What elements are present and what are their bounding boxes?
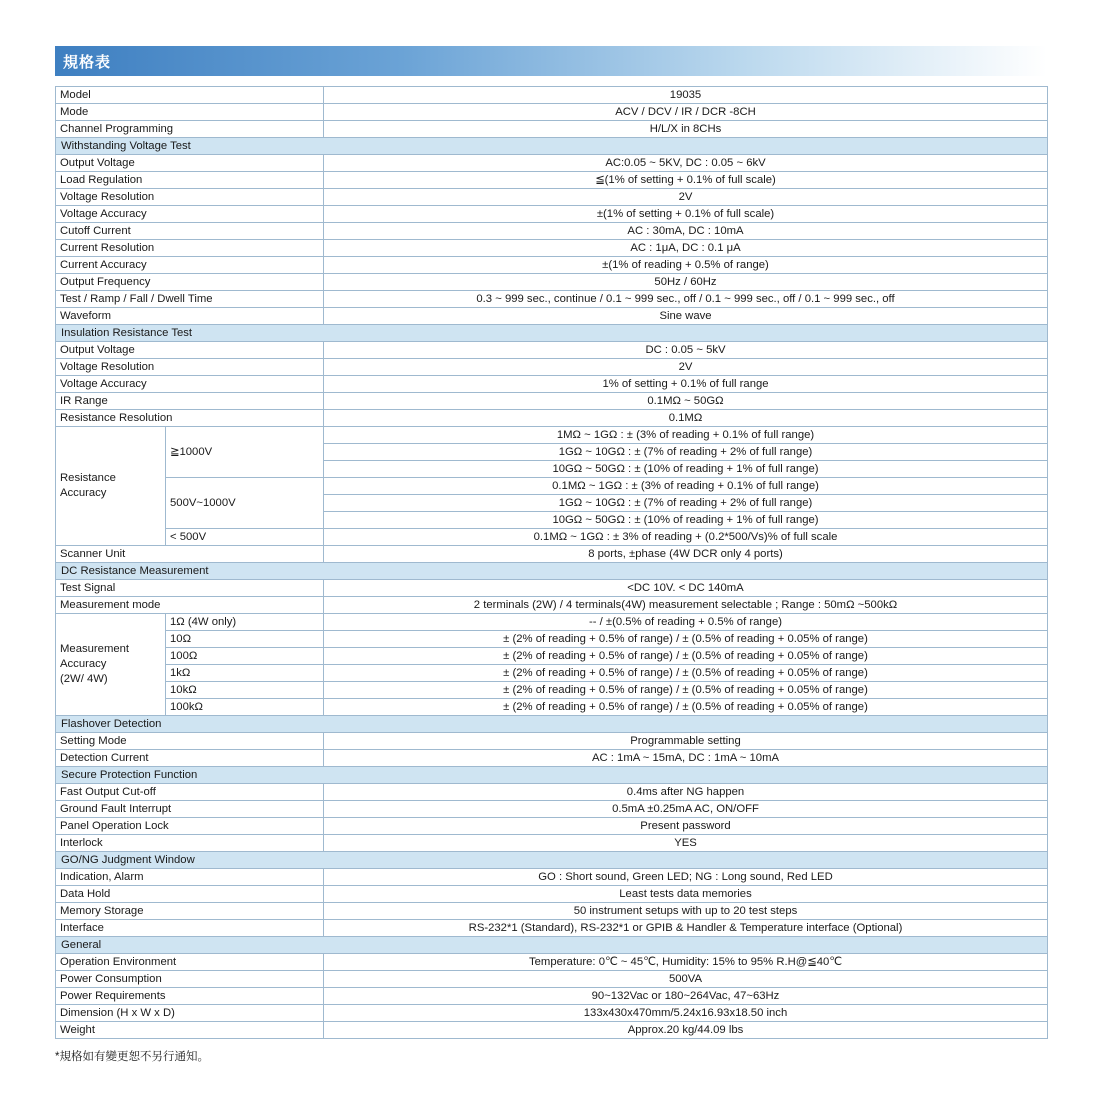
table-row: [56, 818, 1048, 835]
resistance-accuracy-range: 500V~1000V: [166, 478, 324, 529]
table-row: [56, 529, 1048, 546]
row-label: Measurement mode: [56, 597, 324, 614]
table-row: [56, 546, 1048, 563]
measurement-accuracy-label: Measurement Accuracy (2W/ 4W): [56, 614, 166, 716]
table-row: [56, 801, 1048, 818]
table-row: [56, 699, 1048, 716]
table-row: [56, 427, 1048, 444]
table-row: [56, 393, 1048, 410]
resistance-accuracy-value: 0.1MΩ ~ 1GΩ : ± (3% of reading + 0.1% of full range): [324, 478, 1048, 495]
measurement-accuracy-value: ± (2% of reading + 0.5% of range) / ± (0.5% of reading + 0.05% of range): [324, 648, 1048, 665]
row-value: Temperature: 0℃ ~ 45℃, Humidity: 15% to 95% R.H@≦40℃: [324, 954, 1048, 971]
row-value: H/L/X in 8CHs: [324, 121, 1048, 138]
row-value: 2V: [324, 359, 1048, 376]
table-row: [56, 274, 1048, 291]
section-header: Secure Protection Function: [56, 767, 1048, 784]
row-value: ACV / DCV / IR / DCR -8CH: [324, 104, 1048, 121]
row-value: Programmable setting: [324, 733, 1048, 750]
row-value: AC : 1mA ~ 15mA, DC : 1mA ~ 10mA: [324, 750, 1048, 767]
table-row: [56, 240, 1048, 257]
row-value: <DC 10V. < DC 140mA: [324, 580, 1048, 597]
table-row: [56, 1005, 1048, 1022]
table-row: [56, 716, 1048, 733]
page-title: 規格表: [63, 53, 112, 71]
row-label: Memory Storage: [56, 903, 324, 920]
row-value: 2V: [324, 189, 1048, 206]
table-row: [56, 121, 1048, 138]
specification-table: [55, 86, 1048, 1039]
row-label: Test / Ramp / Fall / Dwell Time: [56, 291, 324, 308]
row-label: Current Accuracy: [56, 257, 324, 274]
row-label: Current Resolution: [56, 240, 324, 257]
row-value: Sine wave: [324, 308, 1048, 325]
table-row: [56, 682, 1048, 699]
row-label: Power Requirements: [56, 988, 324, 1005]
table-row: [56, 325, 1048, 342]
table-row: [56, 852, 1048, 869]
row-label: Operation Environment: [56, 954, 324, 971]
row-label: Voltage Accuracy: [56, 376, 324, 393]
table-row: [56, 257, 1048, 274]
measurement-accuracy-value: ± (2% of reading + 0.5% of range) / ± (0.5% of reading + 0.05% of range): [324, 699, 1048, 716]
section-header: Withstanding Voltage Test: [56, 138, 1048, 155]
table-row: [56, 359, 1048, 376]
resistance-accuracy-value: 1GΩ ~ 10GΩ : ± (7% of reading + 2% of full range): [324, 495, 1048, 512]
table-body: [56, 87, 1048, 1039]
measurement-accuracy-range: 100Ω: [166, 648, 324, 665]
table-row: [56, 563, 1048, 580]
row-label: Test Signal: [56, 580, 324, 597]
table-row: [56, 223, 1048, 240]
row-label: Scanner Unit: [56, 546, 324, 563]
row-label: Waveform: [56, 308, 324, 325]
table-row: [56, 478, 1048, 495]
table-row: [56, 138, 1048, 155]
section-header: Insulation Resistance Test: [56, 325, 1048, 342]
table-row: [56, 954, 1048, 971]
table-row: [56, 342, 1048, 359]
row-value: AC : 1μA, DC : 0.1 μA: [324, 240, 1048, 257]
row-label: Model: [56, 87, 324, 104]
table-row: [56, 665, 1048, 682]
row-label: Load Regulation: [56, 172, 324, 189]
measurement-accuracy-value: ± (2% of reading + 0.5% of range) / ± (0.5% of reading + 0.05% of range): [324, 665, 1048, 682]
row-label: Power Consumption: [56, 971, 324, 988]
row-value: 1% of setting + 0.1% of full range: [324, 376, 1048, 393]
resistance-accuracy-label: Resistance Accuracy: [56, 427, 166, 546]
table-row: [56, 733, 1048, 750]
measurement-accuracy-range: 1Ω (4W only): [166, 614, 324, 631]
row-value: 50 instrument setups with up to 20 test steps: [324, 903, 1048, 920]
row-value: 8 ports, ±phase (4W DCR only 4 ports): [324, 546, 1048, 563]
row-label: Cutoff Current: [56, 223, 324, 240]
table-row: [56, 903, 1048, 920]
row-value: Present password: [324, 818, 1048, 835]
table-row: [56, 410, 1048, 427]
row-label: Panel Operation Lock: [56, 818, 324, 835]
section-header: GO/NG Judgment Window: [56, 852, 1048, 869]
row-label: Output Frequency: [56, 274, 324, 291]
row-value: 500VA: [324, 971, 1048, 988]
table-row: [56, 937, 1048, 954]
resistance-accuracy-range: ≧1000V: [166, 427, 324, 478]
row-value: 0.5mA ±0.25mA AC, ON/OFF: [324, 801, 1048, 818]
table-row: [56, 597, 1048, 614]
row-value: ±(1% of reading + 0.5% of range): [324, 257, 1048, 274]
measurement-accuracy-range: 100kΩ: [166, 699, 324, 716]
row-value: 0.1MΩ: [324, 410, 1048, 427]
resistance-accuracy-value: 10GΩ ~ 50GΩ : ± (10% of reading + 1% of full range): [324, 512, 1048, 529]
resistance-accuracy-range: < 500V: [166, 529, 324, 546]
row-label: Weight: [56, 1022, 324, 1039]
row-value: 19035: [324, 87, 1048, 104]
table-row: [56, 291, 1048, 308]
table-row: [56, 920, 1048, 937]
row-value: AC : 30mA, DC : 10mA: [324, 223, 1048, 240]
row-value: 133x430x470mm/5.24x16.93x18.50 inch: [324, 1005, 1048, 1022]
row-value: ≦(1% of setting + 0.1% of full scale): [324, 172, 1048, 189]
measurement-accuracy-value: ± (2% of reading + 0.5% of range) / ± (0.5% of reading + 0.05% of range): [324, 631, 1048, 648]
table-row: [56, 308, 1048, 325]
measurement-accuracy-value: ± (2% of reading + 0.5% of range) / ± (0.5% of reading + 0.05% of range): [324, 682, 1048, 699]
row-value: Least tests data memories: [324, 886, 1048, 903]
resistance-accuracy-value: 1MΩ ~ 1GΩ : ± (3% of reading + 0.1% of full range): [324, 427, 1048, 444]
row-label: Ground Fault Interrupt: [56, 801, 324, 818]
row-label: Data Hold: [56, 886, 324, 903]
table-row: [56, 631, 1048, 648]
row-value: 0.4ms after NG happen: [324, 784, 1048, 801]
row-label: Detection Current: [56, 750, 324, 767]
table-row: [56, 648, 1048, 665]
table-row: [56, 614, 1048, 631]
row-label: Channel Programming: [56, 121, 324, 138]
table-row: [56, 869, 1048, 886]
table-row: [56, 784, 1048, 801]
table-row: [56, 971, 1048, 988]
row-label: Resistance Resolution: [56, 410, 324, 427]
row-label: Fast Output Cut-off: [56, 784, 324, 801]
resistance-accuracy-value: 1GΩ ~ 10GΩ : ± (7% of reading + 2% of full range): [324, 444, 1048, 461]
table-row: [56, 835, 1048, 852]
row-value: 2 terminals (2W) / 4 terminals(4W) measurement selectable ; Range : 50mΩ ~500kΩ: [324, 597, 1048, 614]
section-header: DC Resistance Measurement: [56, 563, 1048, 580]
table-row: [56, 886, 1048, 903]
row-value: 50Hz / 60Hz: [324, 274, 1048, 291]
row-value: Approx.20 kg/44.09 lbs: [324, 1022, 1048, 1039]
row-label: Voltage Accuracy: [56, 206, 324, 223]
row-label: Indication, Alarm: [56, 869, 324, 886]
measurement-accuracy-value: -- / ±(0.5% of reading + 0.5% of range): [324, 614, 1048, 631]
row-label: Mode: [56, 104, 324, 121]
footnote: *規格如有變更恕不另行通知。: [55, 1051, 209, 1063]
row-value: YES: [324, 835, 1048, 852]
row-value: DC : 0.05 ~ 5kV: [324, 342, 1048, 359]
row-label: Setting Mode: [56, 733, 324, 750]
resistance-accuracy-value: 10GΩ ~ 50GΩ : ± (10% of reading + 1% of full range): [324, 461, 1048, 478]
table-row: [56, 87, 1048, 104]
row-label: Voltage Resolution: [56, 189, 324, 206]
table-row: [56, 376, 1048, 393]
row-label: Output Voltage: [56, 342, 324, 359]
row-value: RS-232*1 (Standard), RS-232*1 or GPIB & Handler & Temperature interface (Optional): [324, 920, 1048, 937]
table-row: [56, 104, 1048, 121]
row-label: Dimension (H x W x D): [56, 1005, 324, 1022]
row-value: ±(1% of setting + 0.1% of full scale): [324, 206, 1048, 223]
row-label: Interface: [56, 920, 324, 937]
table-row: [56, 206, 1048, 223]
table-row: [56, 580, 1048, 597]
row-value: 0.3 ~ 999 sec., continue / 0.1 ~ 999 sec., off / 0.1 ~ 999 sec., off / 0.1 ~ 999 sec., off: [324, 291, 1048, 308]
table-row: [56, 155, 1048, 172]
section-header: General: [56, 937, 1048, 954]
resistance-accuracy-value: 0.1MΩ ~ 1GΩ : ± 3% of reading + (0.2*500/Vs)% of full scale: [324, 529, 1048, 546]
table-row: [56, 750, 1048, 767]
measurement-accuracy-range: 1kΩ: [166, 665, 324, 682]
table-row: [56, 172, 1048, 189]
measurement-accuracy-range: 10Ω: [166, 631, 324, 648]
section-header: Flashover Detection: [56, 716, 1048, 733]
row-value: 0.1MΩ ~ 50GΩ: [324, 393, 1048, 410]
row-value: GO : Short sound, Green LED; NG : Long sound, Red LED: [324, 869, 1048, 886]
table-row: [56, 1022, 1048, 1039]
table-row: [56, 189, 1048, 206]
page-banner: [55, 46, 1047, 76]
table-row: [56, 988, 1048, 1005]
row-label: IR Range: [56, 393, 324, 410]
table-row: [56, 767, 1048, 784]
row-label: Interlock: [56, 835, 324, 852]
row-label: Output Voltage: [56, 155, 324, 172]
measurement-accuracy-range: 10kΩ: [166, 682, 324, 699]
row-value: AC:0.05 ~ 5KV, DC : 0.05 ~ 6kV: [324, 155, 1048, 172]
row-label: Voltage Resolution: [56, 359, 324, 376]
row-value: 90~132Vac or 180~264Vac, 47~63Hz: [324, 988, 1048, 1005]
